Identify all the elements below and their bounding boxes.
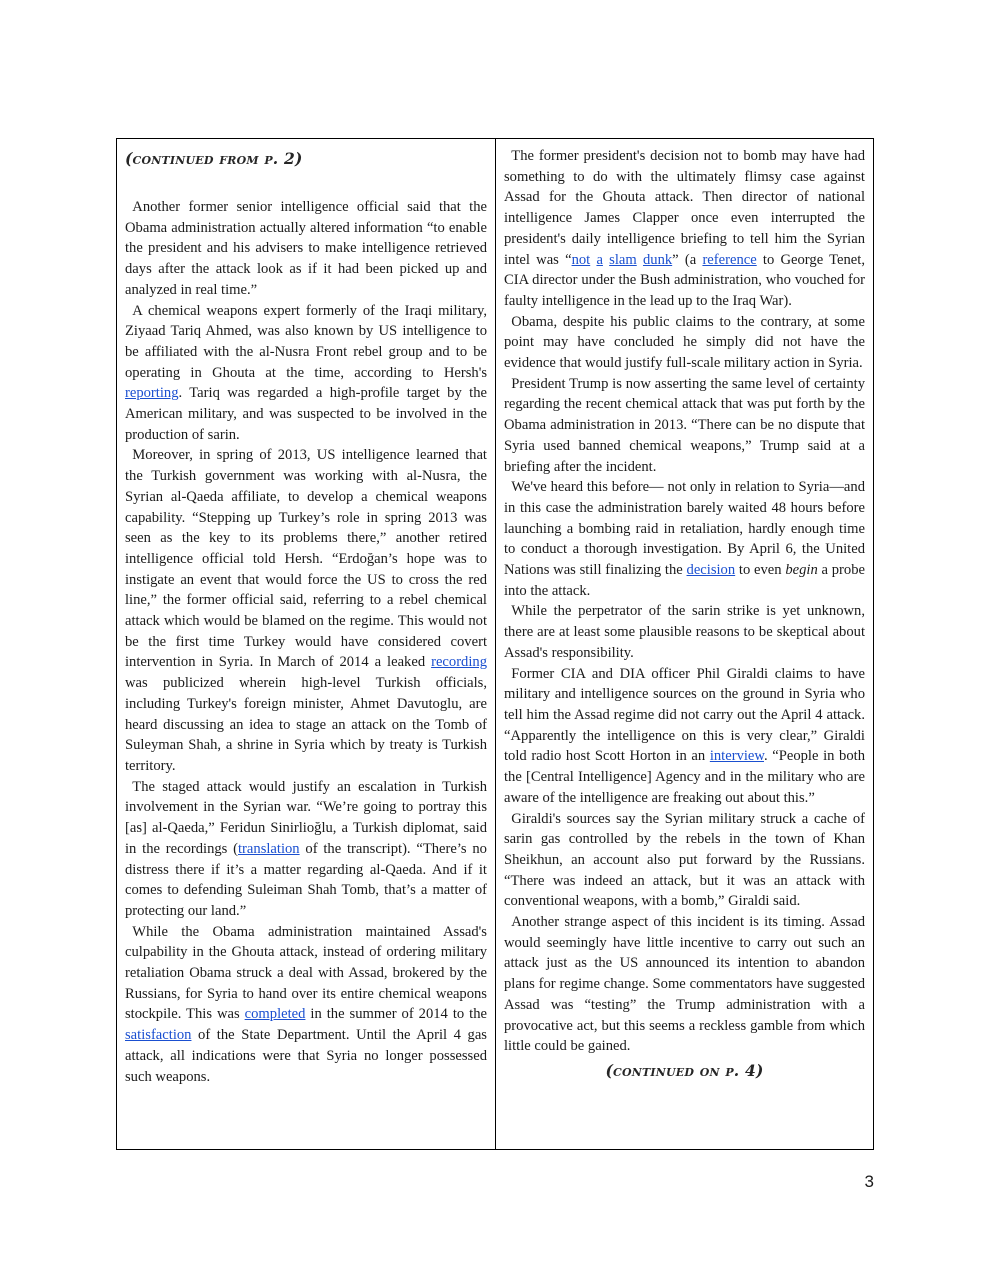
a-link[interactable]: a	[596, 251, 603, 268]
paragraph-text: President Trump is now asserting the same level of certainty regarding the recent chemical attack that was put forth by the Obama administration in 2013. “There can be no dispute that Syria used banned chemical weapons,” Trump said at a briefing after the incident.	[504, 375, 865, 475]
continued-from-heading: (continued from p. 2)	[125, 149, 303, 168]
paragraph	[125, 445, 487, 776]
paragraph	[125, 301, 487, 446]
paragraph-text: of the transcript). “There’s no distress there if it’s a matter regarding al-Qaeda. And if it comes to defending Suleiman Shah Tomb, that’s a matter of protecting our land.”	[125, 840, 487, 919]
paragraph-text: We've heard this before— not only in relation to Syria—and in this case the administration barely waited 48 hours before launching a bombing raid in retaliation, hardly enough time to conduct a thorough investigation. By April 6, the United Nations was still finalizing the	[504, 479, 865, 579]
paragraph	[504, 809, 865, 913]
page-number: 3	[864, 1172, 874, 1191]
satisfaction-link[interactable]: satisfaction	[125, 1027, 192, 1044]
left-column	[117, 139, 496, 1149]
paragraph-text: While the perpetrator of the sarin strike is yet unknown, there are at least some plausible reasons to be skeptical about Assad's responsibility.	[504, 603, 865, 661]
paragraph-text: was publicized wherein high-level Turkish officials, including Turkey's foreign minister, Ahmet Davutoglu, are heard discussing an idea to stage an attack on the Tomb of Suleyman Shah, a shrine in Syria which by treaty is Turkish territory.	[125, 675, 487, 774]
paragraph	[125, 777, 487, 922]
dunk-link[interactable]: dunk	[642, 251, 673, 268]
translation-link[interactable]: translation	[238, 840, 300, 857]
paragraph-text: Obama, despite his public claims to the contrary, at some point may have concluded he simply did not have the evidence that would justify full-scale military action in Syria.	[504, 313, 865, 372]
paragraph-text: a probe into the attack.	[504, 562, 865, 599]
paragraph-text: Moreover, in spring of 2013, US intelligence learned that the Turkish government was working with al-Nusra, the Syrian al-Qaeda affiliate, to develop a chemical weapons capability. “Stepping up Turkey’s role in spring 2013 was seen as the key to its problems there,” another retired intelligence official told Hersh. “Erdoğan’s hope was to instigate an event that would force the US to cross the red line,” the former official said, referring to a rebel chemical attack which would be blamed on the regime. This would not be the first time Turkey would have considered covert intervention in Syria. In March of 2014 a leaked	[125, 447, 487, 671]
paragraph-text: of the State Department. Until the April 4 gas attack, all indications were that Syria no longer possessed such weapons.	[125, 1027, 487, 1085]
recording-link[interactable]: recording	[431, 654, 487, 671]
paragraph	[504, 312, 865, 374]
paragraph	[504, 664, 865, 809]
paragraph-text: Giraldi's sources say the Syrian military struck a cache of sarin gas controlled by the rebels in the town of Khan Sheikhun, an account also put forward by the Russians. “There was indeed an attack, but it was an attack with conventional weapons, with a bomb,” Giraldi said.	[504, 810, 865, 910]
paragraph-text: A chemical weapons expert formerly of the Iraqi military, Ziyaad Tariq Ahmed, was also known by US intelligence to be affiliated with the al-Nusra Front rebel group and to be operating in Ghouta at the time, according to Hersh's	[125, 302, 487, 381]
decision-link[interactable]: decision	[686, 562, 736, 579]
paragraph	[125, 197, 487, 301]
reference-link[interactable]: reference	[702, 251, 757, 268]
paragraph-text: Another former senior intelligence official said that the Obama administration actually altered information “to enable the president and his advisers to make intelligence retrieved days after the attack look as if it had been picked up and analyzed in real time.”	[125, 199, 487, 298]
right-column	[496, 139, 873, 1149]
paragraph-text: Former CIA and DIA officer Phil Giraldi claims to have military and intelligence sources on the ground in Syria who tell him the Assad regime did not carry out the April 4 attack. “Apparently the intelligence on this is very clear,” Giraldi told radio host Scott Horton in an	[504, 665, 865, 765]
paragraph-text: to George Tenet, CIA director under the Bush administration, who vouched for faulty intelligence in the lead up to the Iraq War).	[504, 251, 865, 309]
italic-word: begin	[785, 562, 818, 579]
slam-link[interactable]: slam	[609, 251, 637, 268]
paragraph-text: ” (a	[672, 251, 703, 268]
paragraph-text: The former president's decision not to bomb may have had something to do with the ultimately flimsy case against Assad for the Ghouta attack. Then director of national intelligence James Clapper once even interrupted the president's daily intelligence briefing to tell him the Syrian intel was “	[504, 148, 865, 268]
paragraph	[504, 146, 865, 312]
paragraph-text: Another strange aspect of this incident is its timing. Assad would seemingly have little incentive to carry out such an attack just as the US announced its intention to abandon plans for regime change. Some commentators have suggested Assad was “testing” the Trump administration with a provocative act, but this seems a reckless gamble from which little could be gained.	[504, 914, 865, 1055]
paragraph-text: . Tariq was regarded a high-profile target by the American military, and was suspected to be involved in the production of sarin.	[125, 385, 487, 443]
paragraph	[504, 477, 865, 601]
paragraph-text: to even	[735, 562, 786, 579]
completed-link[interactable]: completed	[244, 1006, 306, 1023]
reporting-link[interactable]: reporting	[125, 385, 179, 402]
paragraph-text: The staged attack would justify an escalation in Turkish involvement in the Syrian war. “We’re going to portray this [as] al-Qaeda,” Feridun Sinirlioğlu, a Turkish diplomat, said in the recordings (	[125, 778, 487, 857]
paragraph-text: While the Obama administration maintained Assad's culpability in the Ghouta attack, instead of ordering military retaliation Obama struck a deal with Assad, brokered by the Russians, for Syria to hand over its entire chemical weapons stockpile. This was	[125, 923, 487, 1023]
paragraph	[504, 912, 865, 1057]
paragraph-text: . “People in both the [Central Intelligence] Agency and in the military who are aware of the intelligence are freaking out about this.”	[504, 748, 865, 806]
paragraph	[504, 601, 865, 663]
interview-link[interactable]: interview	[709, 748, 764, 765]
paragraph	[125, 922, 487, 1088]
paragraph-text: in the summer of 2014 to the	[305, 1006, 487, 1023]
continued-on-footer: (continued on p. 4)	[605, 1060, 764, 1080]
two-column-table	[116, 138, 874, 1150]
not-link[interactable]: not	[571, 251, 591, 268]
paragraph	[504, 374, 865, 478]
